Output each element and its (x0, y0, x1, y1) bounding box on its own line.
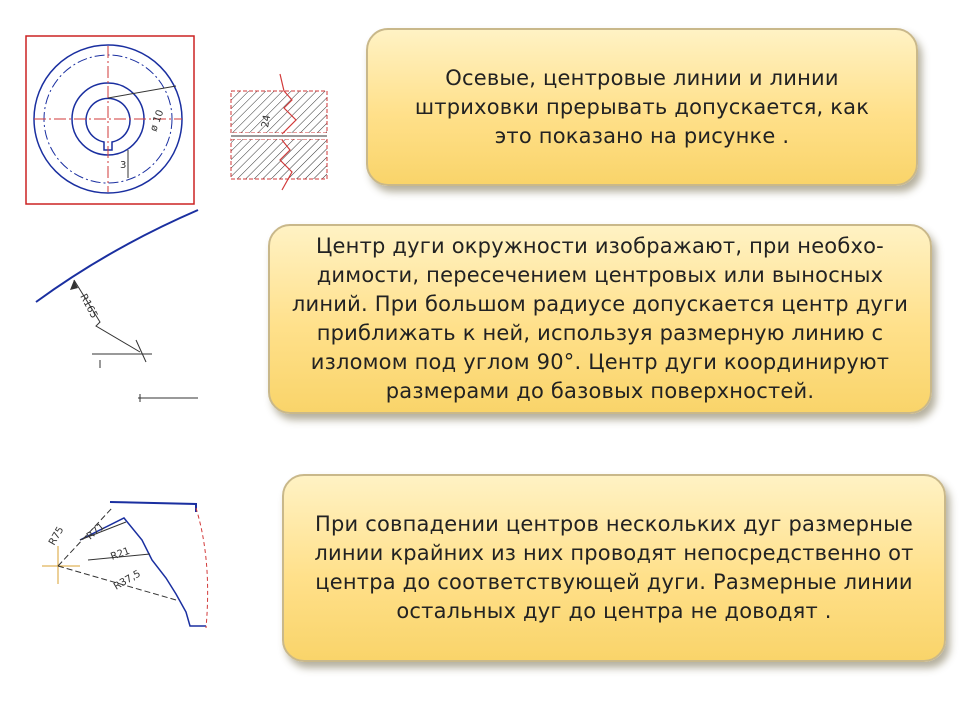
fig4-dim-label-r71: R71 (84, 521, 108, 543)
fig3-dim-label: R165 (77, 292, 100, 321)
fig4-dim-label-r75: R75 (47, 524, 67, 548)
fig1-dim-label-b: 3 (120, 160, 127, 171)
fig1-dim-label: ø 10 (148, 108, 167, 134)
figure-concentric-arcs (42, 502, 208, 628)
note-text-interrupted-lines: Осевые, центровые линии и линии штриховки прерывать допускается, как это показано на рисунке . (414, 65, 870, 148)
figure-circle-keyway (26, 36, 194, 204)
figure-large-radius-arc (36, 210, 198, 402)
figure-hatched-block (231, 74, 327, 190)
fig4-dim-label-r21: R21 (109, 545, 132, 563)
note-text-concentric-arcs: При совпадении центров нескольких дуг размерные линии крайних из них проводят непосредственно от центра до соответствующей дуги. Размерные линии остальных дуг до центра не доводят . (314, 512, 914, 623)
fig4-dim-label-r375: R37,5 (112, 568, 143, 593)
fig2-dim-label: 24 (260, 114, 274, 129)
note-text-arc-center: Центр дуги окружности изображают, при необхо-димости, пересечением центровых или выносных линий. При большом радиусе допускается центр дуги приближать к ней, используя размерную линию с изломом под углом 90°. Центр дуги координируют размерами до базовых поверхностей. (291, 234, 909, 403)
